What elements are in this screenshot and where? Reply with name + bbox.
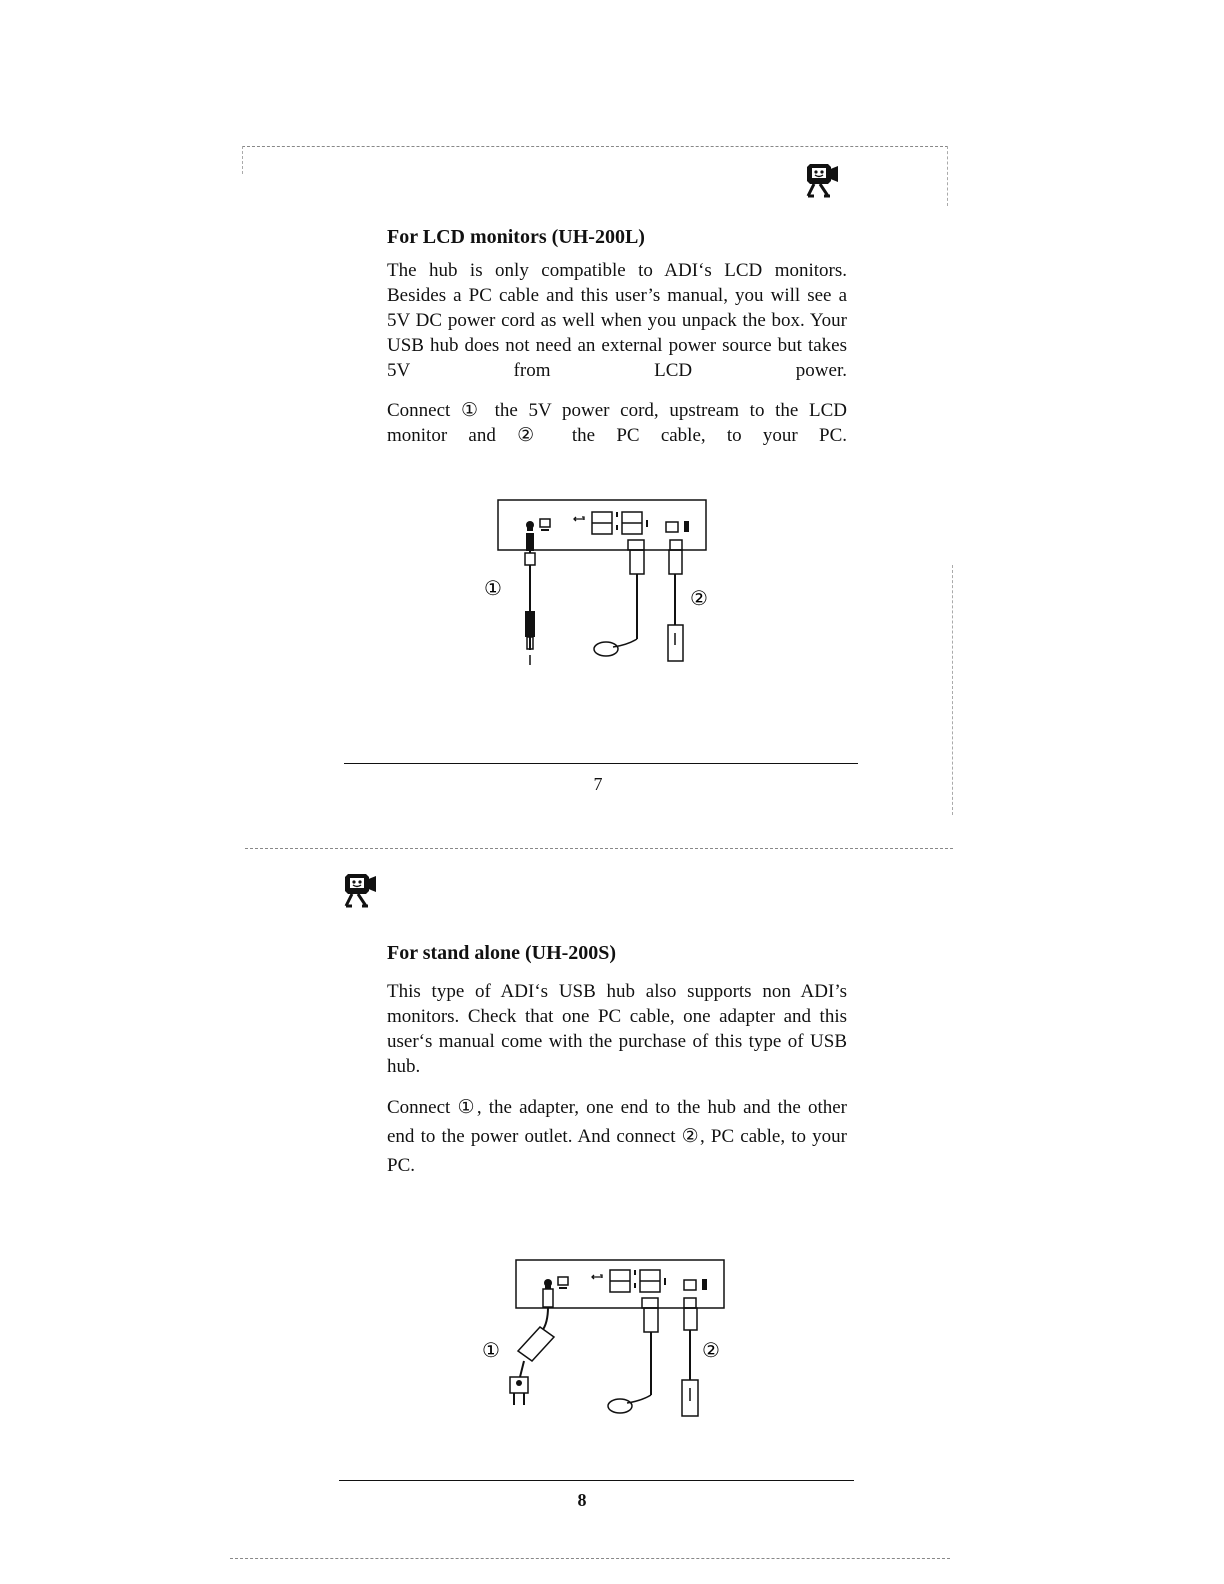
- power-jack-icon: [526, 521, 534, 531]
- diagram-label-1: ①: [484, 578, 502, 600]
- dc-power-cord-icon: [525, 533, 535, 665]
- section-heading: For stand alone (UH-200S): [387, 942, 617, 964]
- mouse-icon: [594, 550, 644, 656]
- connect-instructions: Connect ① the 5V power cord, upstream to the LCD monitor and ② the PC cable, to your PC.: [387, 400, 847, 446]
- mouse-icon: [608, 1308, 658, 1413]
- monitor-icon: [558, 1277, 568, 1288]
- power-jack-icon: [544, 1279, 552, 1289]
- frame-bottom-line: [230, 1558, 950, 1559]
- monitor-icon: [540, 519, 550, 530]
- mascot-icon: [340, 870, 382, 910]
- page-divider-line: [245, 848, 953, 849]
- section-heading: For LCD monitors (UH-200L): [387, 226, 645, 248]
- usb-plug-icon: [668, 550, 683, 661]
- diagram-label-2: ②: [702, 1340, 720, 1362]
- footer-rule: [344, 763, 858, 764]
- frame-top-line: [242, 146, 948, 147]
- body-paragraph: This type of ADI‘s USB hub also supports non ADI’s monitors. Check that one PC cable, one adapter and this user‘s manual come with the purchase of this type of USB hub.: [387, 981, 847, 1077]
- diagram-label-2: ②: [690, 588, 708, 610]
- frame-right-line: [947, 146, 948, 206]
- connection-diagram: [480, 1255, 730, 1430]
- usb-port-icon: [592, 512, 647, 534]
- usb-symbol-icon: [574, 517, 584, 521]
- frame-right-line-lower: [952, 565, 953, 815]
- diagram-label-1: ①: [482, 1340, 500, 1362]
- usb-plug-icon: [682, 1308, 698, 1416]
- body-paragraph: The hub is only compatible to ADI‘s LCD monitors. Besides a PC cable and this user’s manual, you will see a 5V DC power cord as well when you unpack the box. Your USB hub does not need an external power source but takes 5V from LCD power.: [387, 260, 847, 381]
- usb-symbol-icon: [592, 1275, 602, 1279]
- page-number: 7: [593, 774, 603, 794]
- connect-instructions: Connect ①, the adapter, one end to the hub and the other end to the power outlet. And connect ②, PC cable, to your PC.: [387, 1097, 847, 1176]
- usb-port-icon: [610, 1270, 665, 1292]
- page-number: 8: [577, 1490, 587, 1510]
- mascot-icon: [802, 160, 844, 200]
- footer-rule: [339, 1480, 854, 1481]
- frame-left-line: [242, 146, 243, 174]
- connection-diagram: [470, 495, 720, 675]
